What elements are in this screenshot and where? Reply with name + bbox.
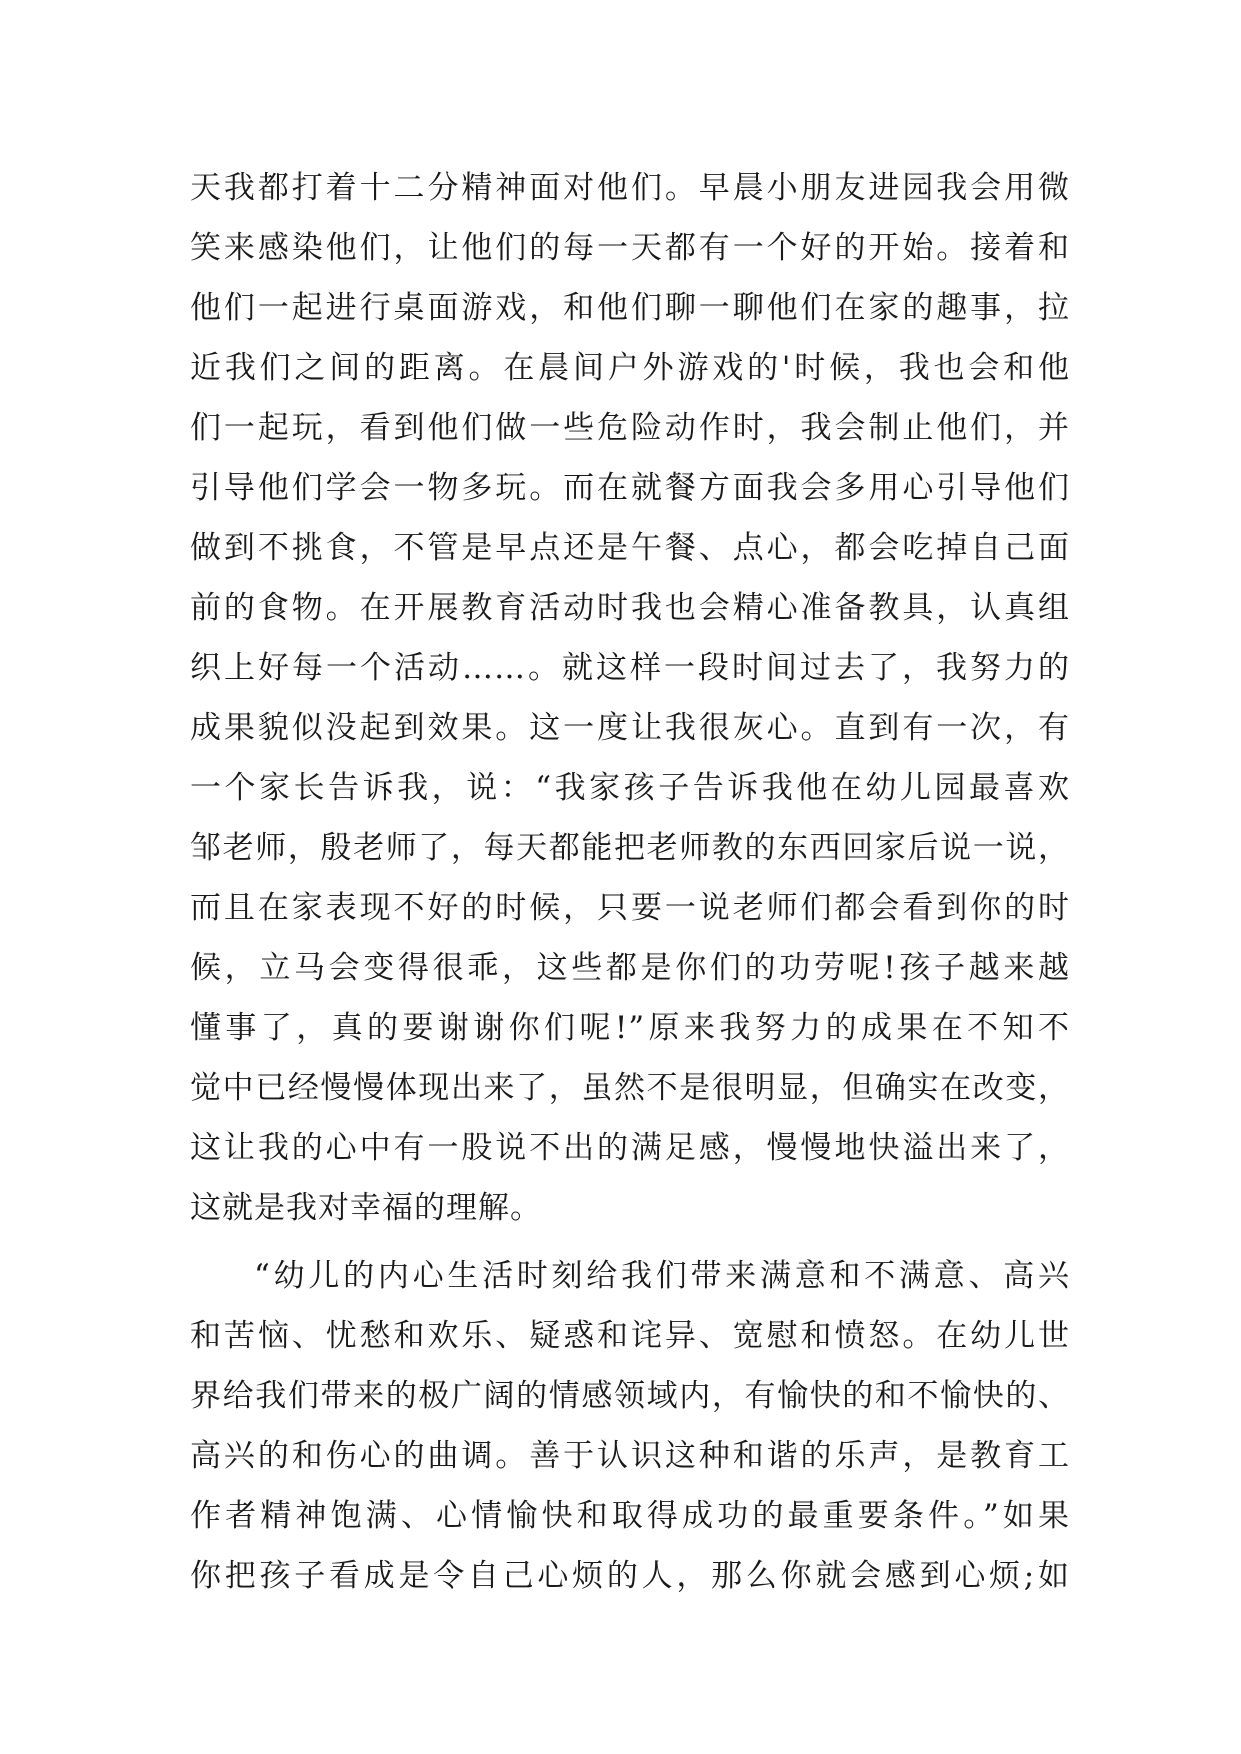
text-line: 候，立马会变得很乖，这些都是你们的功劳呢!孩子越来越 — [190, 950, 1070, 986]
text-line: 高兴的和伤心的曲调。善于认识这种和谐的乐声，是教育工 — [190, 1438, 1070, 1474]
text-line: 天我都打着十二分精神面对他们。早晨小朋友进园我会用微 — [190, 170, 1070, 206]
text-line: 一个家长告诉我，说：“我家孩子告诉我他在幼儿园最喜欢 — [190, 770, 1070, 806]
text-line: “幼儿的内心生活时刻给我们带来满意和不满意、高兴 — [254, 1258, 1070, 1294]
text-line: 觉中已经慢慢体现出来了，虽然不是很明显，但确实在改变， — [190, 1070, 1070, 1106]
text-line: 界给我们带来的极广阔的情感领域内，有愉快的和不愉快的、 — [190, 1378, 1070, 1414]
text-line: 近我们之间的距离。在晨间户外游戏的'时候，我也会和他 — [190, 350, 1070, 386]
text-line: 你把孩子看成是令自己心烦的人，那么你就会感到心烦;如 — [190, 1558, 1070, 1594]
text-line: 邹老师，殷老师了，每天都能把老师教的东西回家后说一说， — [190, 830, 1070, 866]
text-line: 和苦恼、忧愁和欢乐、疑惑和诧异、宽慰和愤怒。在幼儿世 — [190, 1318, 1070, 1354]
text-line: 成果貌似没起到效果。这一度让我很灰心。直到有一次，有 — [190, 710, 1070, 746]
text-line: 笑来感染他们，让他们的每一天都有一个好的开始。接着和 — [190, 230, 1070, 266]
text-line: 懂事了，真的要谢谢你们呢!”原来我努力的成果在不知不 — [190, 1010, 1070, 1046]
text-line: 而且在家表现不好的时候，只要一说老师们都会看到你的时 — [190, 890, 1070, 926]
paragraph — [190, 1246, 1070, 1606]
text-line: 他们一起进行桌面游戏，和他们聊一聊他们在家的趣事，拉 — [190, 290, 1070, 326]
text-line: 这就是我对幸福的理解。 — [190, 1190, 542, 1226]
text-line: 作者精神饱满、心情愉快和取得成功的最重要条件。”如果 — [190, 1498, 1070, 1534]
document-body — [190, 158, 1070, 1606]
text-line: 做到不挑食，不管是早点还是午餐、点心，都会吃掉自己面 — [190, 530, 1070, 566]
text-line: 前的食物。在开展教育活动时我也会精心准备教具，认真组 — [190, 590, 1070, 626]
text-line: 织上好每一个活动……。就这样一段时间过去了，我努力的 — [190, 650, 1070, 686]
text-line: 们一起玩，看到他们做一些危险动作时，我会制止他们，并 — [190, 410, 1070, 446]
text-line: 这让我的心中有一股说不出的满足感，慢慢地快溢出来了， — [190, 1130, 1070, 1166]
paragraph-gap — [190, 1238, 1070, 1246]
text-line: 引导他们学会一物多玩。而在就餐方面我会多用心引导他们 — [190, 470, 1070, 506]
paragraph — [190, 158, 1070, 1238]
